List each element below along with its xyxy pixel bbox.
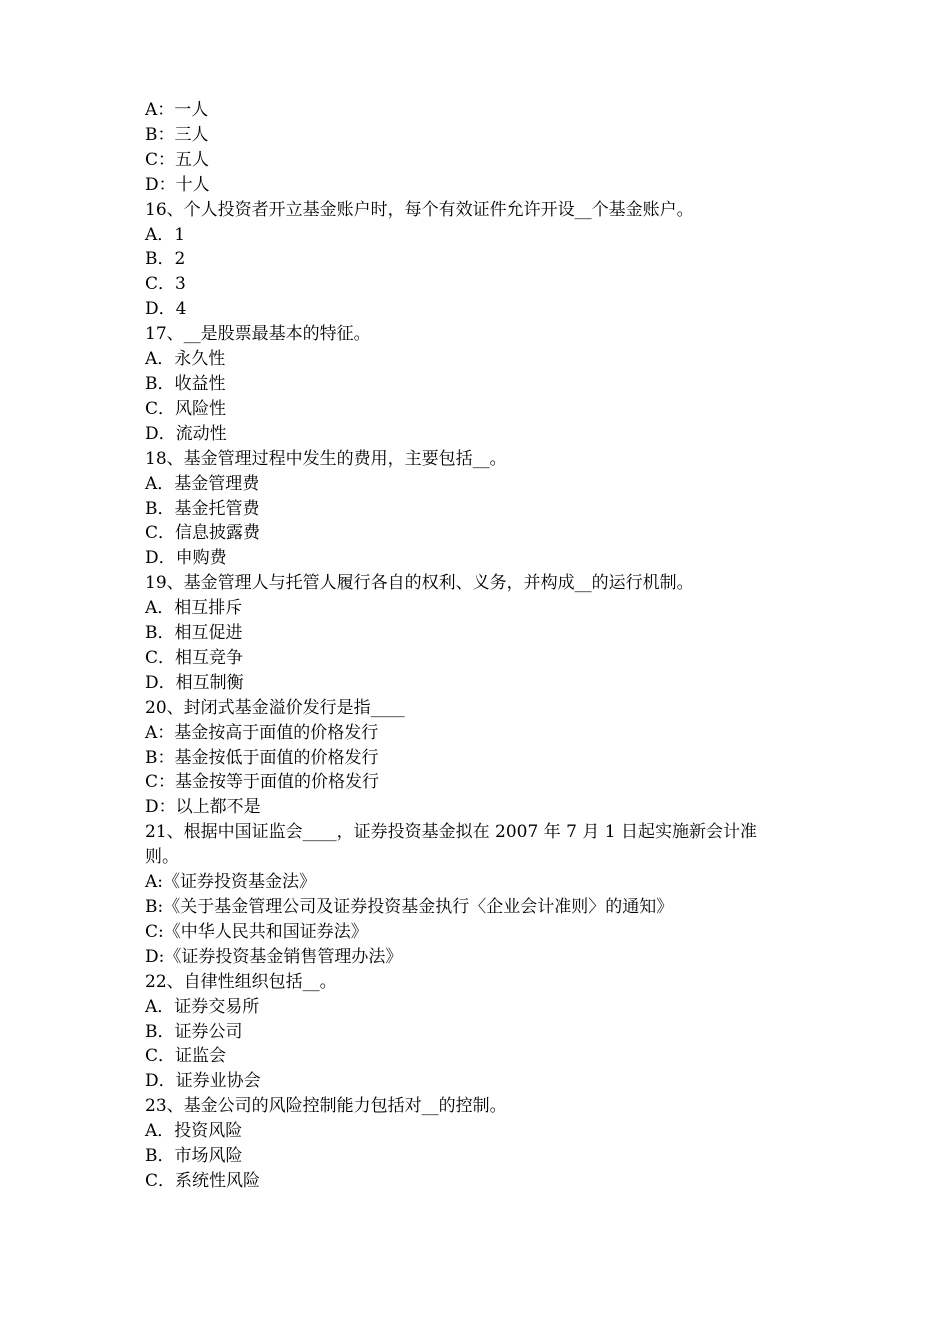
option-17c: C．风险性 [145,398,227,419]
question-16: 16、个人投资者开立基金账户时，每个有效证件允许开设__个基金账户。 [145,199,694,220]
option-20a: A：基金按高于面值的价格发行 [145,722,379,743]
option-22b: B．证券公司 [145,1021,243,1042]
option-21a: A:《证券投资基金法》 [145,872,317,893]
question-18: 18、基金管理过程中发生的费用，主要包括__。 [145,448,507,469]
option-19a: A．相互排斥 [145,598,243,619]
option-15d: D：十人 [145,174,210,195]
option-21c: C:《中华人民共和国证券法》 [145,921,368,942]
option-18c: C．信息披露费 [145,523,261,544]
option-20b: B：基金按低于面值的价格发行 [145,747,379,768]
question-17: 17、__是股票最基本的特征。 [145,324,371,345]
option-15c: C：五人 [145,149,210,170]
option-18d: D．申购费 [145,548,227,569]
option-18a: A．基金管理费 [145,473,260,494]
question-20: 20、封闭式基金溢价发行是指____ [145,697,405,718]
question-21-cont: 则。 [145,847,179,868]
option-22a: A．证券交易所 [145,996,260,1017]
question-23: 23、基金公司的风险控制能力包括对__的控制。 [145,1096,507,1117]
option-21d: D:《证券投资基金销售管理办法》 [145,946,403,967]
option-16a: A．1 [145,224,186,245]
option-19c: C．相互竞争 [145,647,244,668]
option-20d: D：以上都不是 [145,797,261,818]
option-17b: B．收益性 [145,373,226,394]
option-17d: D．流动性 [145,423,227,444]
option-16c: C．3 [145,274,186,295]
option-22d: D．证券业协会 [145,1071,261,1092]
option-23b: B．市场风险 [145,1146,243,1167]
option-23c: C．系统性风险 [145,1170,261,1191]
option-17a: A．永久性 [145,349,226,370]
question-22: 22、自律性组织包括__。 [145,971,337,992]
question-21: 21、根据中国证监会____，证券投资基金拟在 2007 年 7 月 1 日起实施新会计准 [145,822,757,843]
option-21b: B:《关于基金管理公司及证券投资基金执行〈企业会计准则〉的通知》 [145,897,674,917]
option-22c: C．证监会 [145,1046,227,1067]
option-15b: B：三人 [145,124,209,145]
option-16b: B．2 [145,249,186,270]
document-body [145,98,815,1194]
option-16d: D．4 [145,299,187,320]
option-15a: A：一人 [145,100,209,120]
option-19b: B．相互促进 [145,623,243,644]
question-19: 19、基金管理人与托管人履行各自的权利、义务，并构成__的运行机制。 [145,573,694,594]
option-19d: D．相互制衡 [145,672,244,693]
option-20c: C：基金按等于面值的价格发行 [145,772,380,793]
option-18b: B．基金托管费 [145,498,260,519]
option-23a: A．投资风险 [145,1121,243,1142]
